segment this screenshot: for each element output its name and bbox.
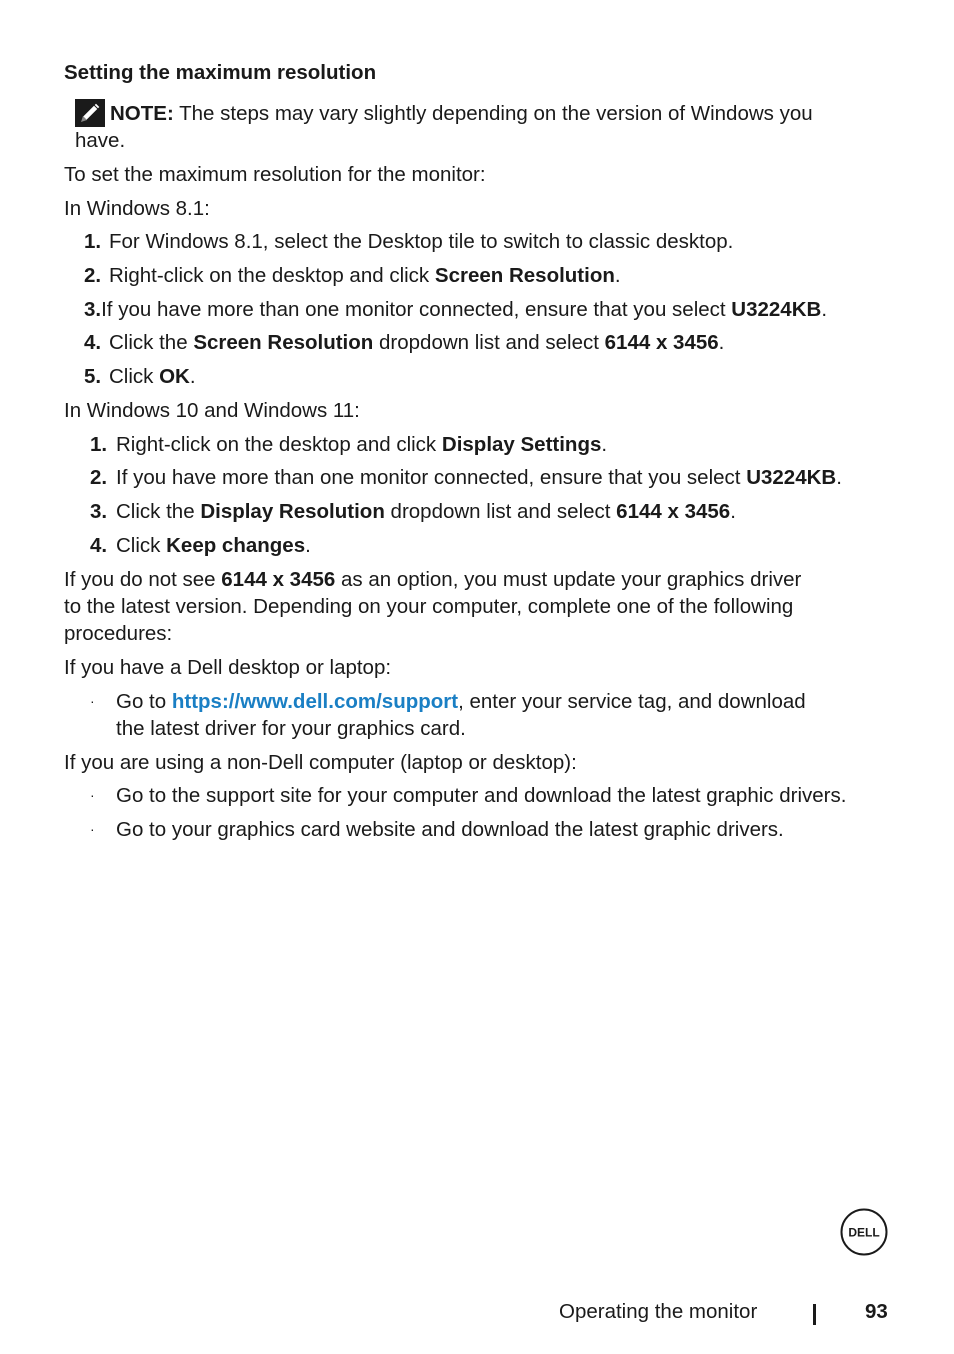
win81-step-5 xyxy=(84,364,196,390)
step-post: . xyxy=(614,264,621,287)
footer-section: Operating the monitor xyxy=(559,1300,758,1323)
update-bold: 6144 x 3456 xyxy=(221,568,336,591)
step-text: Click the xyxy=(116,500,201,523)
step-bold: OK xyxy=(159,365,190,388)
win81-heading: In Windows 8.1: xyxy=(64,197,210,220)
step-text: Right-click on the desktop and click xyxy=(109,264,435,287)
non-dell-heading: If you are using a non-Dell computer (laptop or desktop): xyxy=(64,751,577,774)
step-bold: Screen Resolution xyxy=(193,331,374,354)
logo-text: DELL xyxy=(848,1225,880,1240)
bullet-icon: · xyxy=(90,693,95,709)
step-number: 1. xyxy=(84,230,102,253)
step-bold: U3224KB xyxy=(731,298,822,321)
update-line-3: procedures: xyxy=(64,622,173,645)
step-post: . xyxy=(730,500,736,523)
update-line-1 xyxy=(64,567,801,593)
step-number: 3. xyxy=(90,500,108,523)
dell-logo-icon xyxy=(840,1208,888,1256)
step-bold: Display Settings xyxy=(441,433,602,456)
step-bold: Display Resolution xyxy=(200,500,385,523)
dell-item-line-2: the latest driver for your graphics card. xyxy=(116,717,466,740)
step-post: . xyxy=(189,365,196,388)
win10-step-4 xyxy=(90,533,311,559)
step-bold: U3224KB xyxy=(746,466,837,489)
step-text: Click the xyxy=(109,331,194,354)
intro-text: To set the maximum resolution for the monitor: xyxy=(64,163,486,186)
step-post: . xyxy=(821,298,828,321)
step-bold-2: 6144 x 3456 xyxy=(604,331,719,354)
note-line-1 xyxy=(110,101,813,127)
win10-step-3 xyxy=(90,499,736,525)
page-number: 93 xyxy=(865,1300,888,1323)
step-number: 1. xyxy=(90,433,108,456)
update-pre: If you do not see xyxy=(64,568,222,591)
step-text: Click xyxy=(109,365,160,388)
win10-step-2 xyxy=(90,465,842,491)
step-post: . xyxy=(718,331,725,354)
dell-item-line-1 xyxy=(116,689,806,715)
win81-step-4 xyxy=(84,330,724,356)
dell-item-post: , enter your service tag, and download xyxy=(458,690,806,713)
step-number: 2. xyxy=(90,466,108,489)
step-bold: Keep changes xyxy=(166,534,306,557)
step-bold: Screen Resolution xyxy=(434,264,615,287)
step-mid: dropdown list and select xyxy=(373,331,605,354)
step-post: . xyxy=(836,466,842,489)
non-dell-item-2: Go to your graphics card website and download the latest graphic drivers. xyxy=(116,818,784,841)
note-label: NOTE: xyxy=(110,102,174,125)
step-number: 2. xyxy=(84,264,102,287)
non-dell-item-1: Go to the support site for your computer and download the latest graphic drivers. xyxy=(116,784,847,807)
note-text: The steps may vary slightly depending on the version of Windows you xyxy=(173,102,813,125)
step-text: For Windows 8.1, select the Desktop tile to switch to classic desktop. xyxy=(109,230,734,253)
step-text: Right-click on the desktop and click xyxy=(116,433,442,456)
step-number: 3. xyxy=(84,298,102,321)
win81-step-1 xyxy=(84,229,733,255)
win81-step-2 xyxy=(84,263,621,289)
step-post: . xyxy=(305,534,311,557)
footer-divider xyxy=(813,1304,816,1325)
update-post: as an option, you must update your graphics driver xyxy=(335,568,802,591)
section-title: Setting the maximum resolution xyxy=(64,61,377,84)
step-text: If you have more than one monitor connected, ensure that you select xyxy=(116,466,747,489)
bullet-icon: · xyxy=(90,787,95,803)
step-text: If you have more than one monitor connected, ensure that you select xyxy=(101,298,732,321)
step-bold-2: 6144 x 3456 xyxy=(616,500,731,523)
step-number: 4. xyxy=(84,331,102,354)
pencil-note-icon xyxy=(75,99,105,127)
step-text: Click xyxy=(116,534,167,557)
note-line-2: have. xyxy=(75,129,126,152)
step-post: . xyxy=(601,433,608,456)
bullet-icon: · xyxy=(90,821,95,837)
update-line-2: to the latest version. Depending on your computer, complete one of the following xyxy=(64,595,794,618)
win10-step-1 xyxy=(90,432,607,458)
step-number: 4. xyxy=(90,534,108,557)
dell-item-pre: Go to xyxy=(116,690,172,713)
dell-support-link[interactable]: https://www.dell.com/support xyxy=(171,690,459,713)
dell-heading: If you have a Dell desktop or laptop: xyxy=(64,656,392,679)
step-mid: dropdown list and select xyxy=(384,500,617,523)
win81-step-3 xyxy=(84,297,827,323)
win10-heading: In Windows 10 and Windows 11: xyxy=(64,399,360,422)
step-number: 5. xyxy=(84,365,102,388)
